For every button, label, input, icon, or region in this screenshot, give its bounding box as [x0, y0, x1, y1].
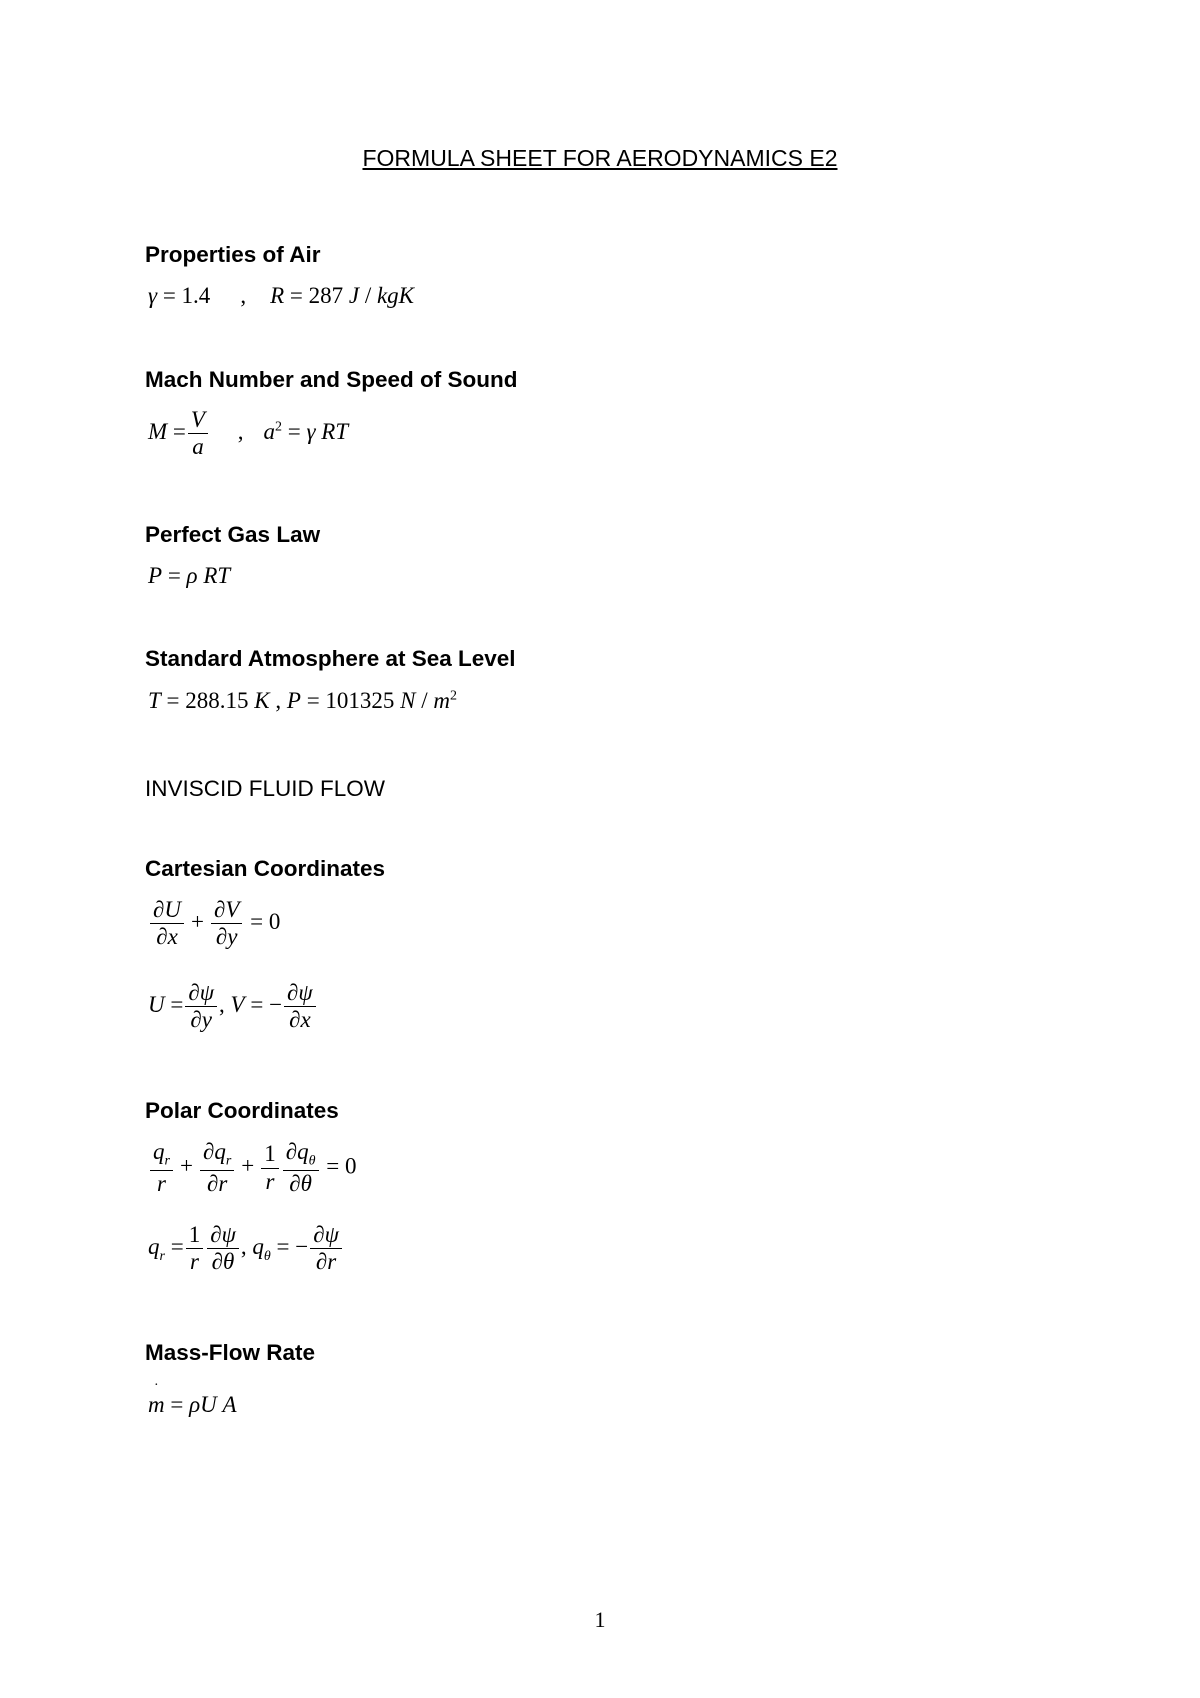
formula-perfect-gas-law: P = ρ RT	[148, 563, 231, 588]
page-number: 1	[594, 1607, 606, 1632]
heading-inviscid-fluid-flow: INVISCID FLUID FLOW	[145, 776, 386, 801]
formula-continuity-polar: $\frac{q_r}{r}$ + $\frac{\partial q_r}{\partial r}$ + $\frac{1}{r}$ $\frac{\partial q_\theta}{\partial\theta}$ = 0	[148, 1139, 357, 1197]
formula-mass-flow-rate: · m = ρU A	[148, 1378, 237, 1417]
heading-mach-number: Mach Number and Speed of Sound	[145, 367, 518, 392]
heading-polar-coordinates: Polar Coordinates	[145, 1098, 339, 1123]
heading-mass-flow-rate: Mass-Flow Rate	[145, 1340, 316, 1365]
formula-continuity-cartesian: $\frac{\partial U}{\partial x}$ + $\frac{\partial V}{\partial y}$ = 0	[148, 897, 280, 951]
formula-mach-number: M = $\frac{V}{a}$ , $a^2 = \gamma$ RT	[148, 407, 349, 460]
document-title: FORMULA SHEET FOR AERODYNAMICS E2	[362, 145, 838, 171]
heading-properties-of-air: Properties of Air	[145, 242, 321, 267]
heading-cartesian-coordinates: Cartesian Coordinates	[145, 856, 386, 881]
formula-streamfunction-cartesian: U = $\frac{\partial\psi}{\partial y}$ , V = − $\frac{\partial\psi}{\partial x}$	[148, 980, 318, 1034]
heading-perfect-gas-law: Perfect Gas Law	[145, 522, 321, 547]
formula-streamfunction-polar: $q_r$ = $\frac{1}{r}$ $\frac{\partial\psi}{\partial\theta}$ , $q_\theta$ = − $\frac{\partial\psi}{\partial r}$	[148, 1222, 344, 1276]
formula-standard-atmosphere: T = 288.15 K , P = 101325 N / $m^2$	[148, 688, 458, 713]
heading-standard-atmosphere: Standard Atmosphere at Sea Level	[145, 646, 516, 671]
formula-properties-of-air: γ = 1.4 , R = 287 J / kgK	[148, 283, 415, 308]
